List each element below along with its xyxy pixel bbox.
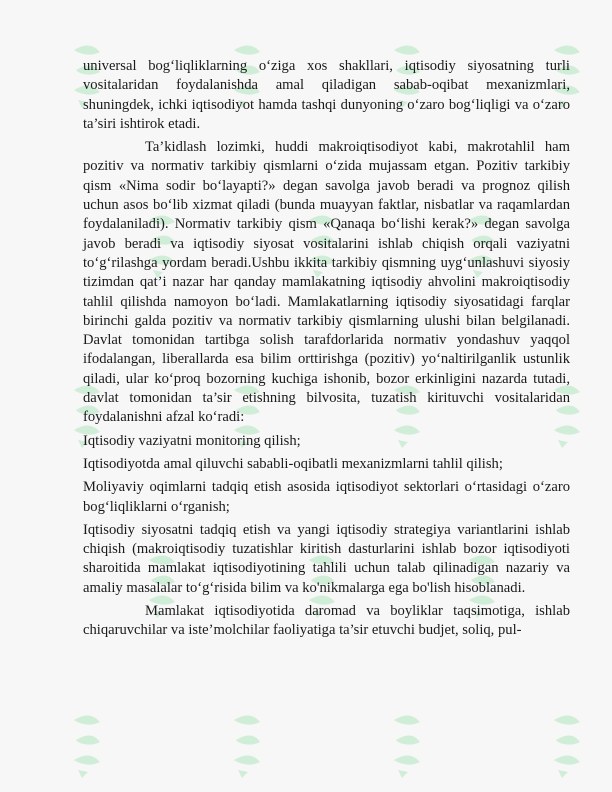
list-item-monitoring: Iqtisodiy vaziyatni monitoring qilish; (83, 432, 301, 449)
paragraph-makrotahlil: Ta’kidlash lozimki, huddi makroiqtisodiyot kabi, makrotahlil ham pozitiv va normativ tarkibiy qismlarni o‘zida mujassam etgan. Pozitiv tarkibiy qism «Nima sodir bo‘layapti?» degan savolga javob beradi va prognoz qilish uchun asos bo‘lib xizmat qiladi (bunda muayyan faktlar, nisbatlar va raqamlardan foydalaniladi). Normativ tarkibiy qism «Qanaqa bo‘lishi kerak?» degan savolga javob beradi va iqtisodiy siyosat vositalarini ishlab chiqish orqali vaziyatni to‘g‘rilashga yordam beradi.Ushbu ikkita tarkibiy qismning uyg‘unlashuvi siyosiy tizimdan qat’i nazar har qanday mamlakatning iqtisodiy ahvolini makroiqtisodiy tahlil qilishda namoyon bo‘ladi. Mamlakatlarning iqtisodiy siyosatidagi farqlar birinchi galda pozitiv va normativ tarkibiy qismlarning ulushi bilan belgilanadi. Davlat tomonidan tartibga solish tarafdorlarida normativ yondashuv yaqqol ifodalangan, liberallarda esa bilim orttirishga (pozitiv) yo‘naltirilganlik ustunlik qiladi, ular ko‘proq bozorning kuchiga ishonib, bozor erkinligini nazarda tutadi, davlat tomonidan ta’sir etishning bilvosita, tuzatish kirituvchi vositalaridan foydalanishni afzal ko‘radi: (83, 139, 570, 426)
list-item-mechanisms: Iqtisodiyotda amal qiluvchi sababli-oqibatli mexanizmlarni tahlil qilish; (83, 455, 503, 472)
green-leaf-logo-icon (70, 710, 104, 780)
paragraph-continuation: universal bog‘liqliklarning o‘ziga xos shakllari, iqtisodiy siyosatning turli vositalaridan foydalanishda amal qiladigan sabab-oqibat mexanizmlari, shuningdek, ichki iqtisodiyot hamda tashqi dunyoning o‘zaro bog‘liqligi va o‘zaro ta’siri ishtirok etadi. (83, 58, 570, 132)
paragraph-income-distribution: Mamlakat iqtisodiyotida daromad va boyliklar taqsimotiga, ishlab chiqaruvchilar va iste’molchilar faoliyatiga ta’sir etuvchi budjet, soliq, pul- (83, 603, 570, 639)
green-leaf-logo-icon (550, 710, 584, 780)
green-leaf-logo-icon (390, 710, 424, 780)
document-page (83, 57, 570, 641)
list-item-economic-policy: Iqtisodiy siyosatni tadqiq etish va yangi iqtisodiy strategiya variantlarini ishlab chiqish (makroiqtisodiy tuzatishlar kiritish dasturlarini ishlab bozor iqtisodiyoti sharoitida mamlakat iqtisodiyotining tahlili uchun talab qilinadigan nazariy va amaliy masalalar to‘g‘risida bilim va ko'nikmalarga ega bo'lish hisoblanadi. (83, 521, 570, 596)
list-item-financial-flows: Moliyaviy oqimlarni tadqiq etish asosida iqtisodiyot sektorlari o‘rtasidagi o‘zaro bog‘liqliklarni o‘rganish; (83, 479, 570, 515)
green-leaf-logo-icon (230, 710, 264, 780)
